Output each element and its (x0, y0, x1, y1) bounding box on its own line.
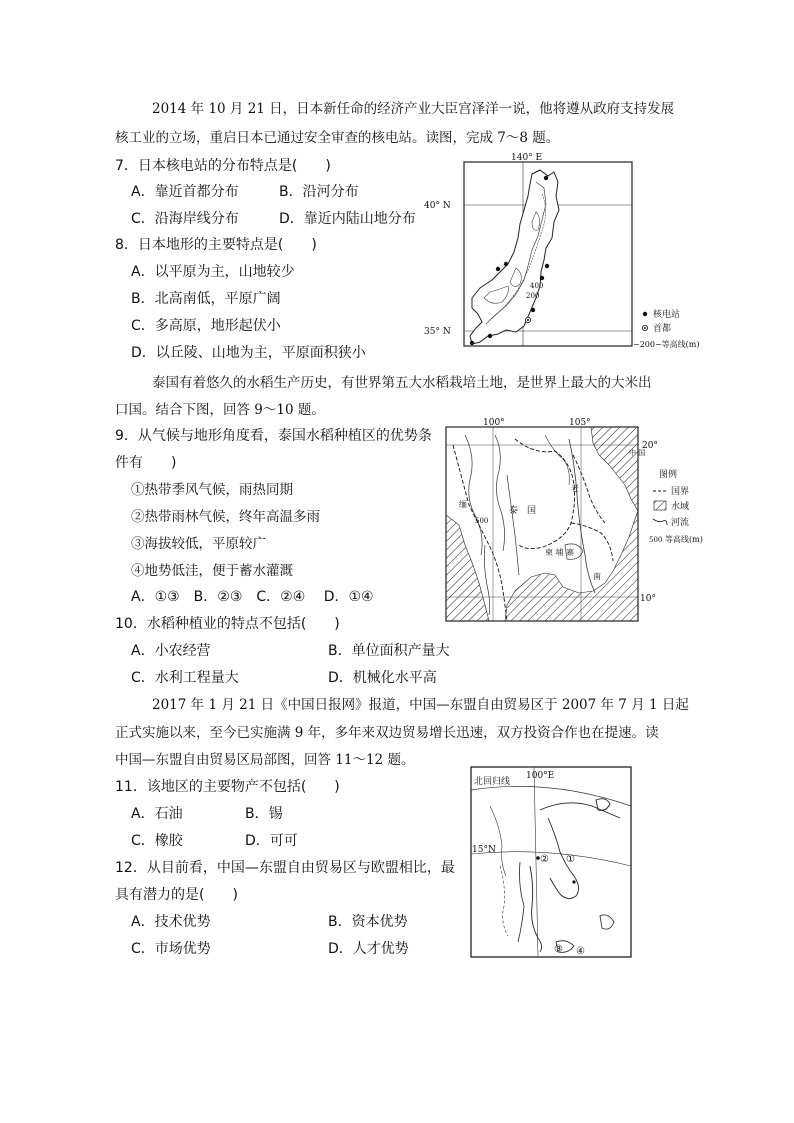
thailand-map (445, 415, 705, 627)
asean-marker-4: ④ (576, 946, 585, 957)
nuclear-plant-dot (540, 276, 544, 280)
asean-marker-3: ③ (554, 944, 563, 955)
q12-option-d: D．人才优势 (328, 941, 409, 957)
legend-nuclear-icon (643, 312, 647, 316)
q8-option-a: A．以平原为主，山地较少 (131, 264, 295, 280)
thai-lon105-label: 105° (569, 418, 591, 428)
q7-option-d: D．靠近内陆山地分布 (279, 211, 416, 227)
q10-option-c: C．水利工程量大 (131, 670, 239, 686)
intro1-line1: 2014 年 10 月 21 日，日本新任命的经济产业大臣宫泽洋一说，他将遵从政府支持发展 (152, 101, 675, 117)
q8-option-d: D．以丘陵、山地为主，平原面积狭小 (131, 345, 366, 361)
japan-lon-label: 140° E (511, 153, 543, 163)
q9-choices: A．①③ B．②③ C．②④ D．①④ (131, 589, 374, 605)
intro2-line1: 泰国有着悠久的水稻生产历史，有世界第五大水稻栽培土地，是世界上最大的大米出 (152, 375, 652, 391)
japan-lat35-label: 35° N (424, 327, 451, 337)
q11-option-b: B．锡 (245, 806, 283, 822)
q8-option-c: C．多高原，地形起伏小 (131, 318, 281, 334)
thai-lat10-label: 10° (640, 594, 656, 604)
japan-contour-200: 200 (526, 292, 540, 300)
asean-marker-2: ② (540, 854, 549, 865)
thai-country-thailand: 泰 国 (509, 506, 537, 516)
q10-option-d: D．机械化水平高 (328, 670, 437, 686)
japan-lat40-label: 40° N (424, 201, 451, 211)
asean-lon-label: 100°E (526, 771, 555, 781)
thai-country-laos: 老 (571, 484, 579, 493)
legend-capital-label: 首都 (653, 324, 672, 334)
q9-statement-3: ③海拔较低，平原较广 (131, 536, 266, 552)
q12-option-a: A．技术优势 (131, 914, 211, 930)
asean-tropic-label: 北回归线 (474, 777, 511, 787)
nuclear-plant-dot (544, 176, 548, 180)
intro3-line2: 正式实施以来，至今已实施满 9 年，多年来双边贸易增长迅速，双方投资合作也在提速。读 (115, 725, 659, 741)
q7-option-c: C．沿海岸线分布 (131, 211, 239, 227)
q8-option-b: B．北高南低，平原广阔 (131, 291, 281, 307)
nuclear-plant-dot (496, 267, 500, 271)
q9-stem-line1: 9．从气候与地形角度看，泰国水稻种植区的优势条 (115, 428, 432, 444)
thai-legend-contour-num: 500 (649, 536, 663, 544)
legend-contour-label: ~200~等高线(m) (633, 340, 700, 349)
japan-map (420, 148, 705, 358)
thai-legend-contour: 等高线(m) (665, 535, 703, 544)
q12-stem-line2: 具有潜力的是( ) (115, 887, 238, 903)
intro1-line2: 核工业的立场，重启日本已通过安全审查的核电站。读图，完成 7～8 题。 (115, 130, 560, 146)
q7-option-a: A．靠近首都分布 (131, 184, 239, 200)
q11-option-a: A．石油 (131, 806, 183, 822)
q10-stem: 10．水稻种植业的特点不包括( ) (115, 616, 340, 632)
q7-option-b: B．沿河分布 (279, 184, 359, 200)
q11-option-d: D．可可 (245, 833, 298, 849)
q10-option-b: B．单位面积产量大 (328, 643, 450, 659)
nuclear-plant-dot (470, 341, 474, 345)
asean-marker-1: ① (566, 854, 575, 865)
thai-legend-title: 图例 (659, 470, 678, 480)
q12-stem-line1: 12．从目前看，中国—东盟自由贸易区与欧盟相比，最 (115, 860, 455, 876)
q11-stem: 11．该地区的主要物产不包括( ) (115, 779, 340, 795)
thai-lon100-label: 100° (483, 418, 505, 428)
q9-statement-1: ①热带季风气候，雨热同期 (131, 482, 293, 498)
q8-stem: 8．日本地形的主要特点是( ) (115, 237, 317, 253)
thai-legend-river: 河流 (671, 518, 690, 528)
japan-contour-400: 400 (530, 282, 544, 290)
q12-option-c: C．市场优势 (131, 941, 211, 957)
q9-stem-line2: 件有 ) (115, 455, 177, 471)
thai-legend-water: 水域 (671, 502, 690, 512)
q10-option-a: A．小农经营 (131, 643, 211, 659)
nuclear-plant-dot (545, 264, 549, 268)
legend-nuclear-label: 核电站 (653, 310, 681, 320)
intro3-line3: 中国—东盟自由贸易区局部图，回答 11～12 题。 (115, 752, 415, 768)
asean-map (470, 766, 632, 958)
thai-contour-500: 500 (475, 517, 489, 525)
legend-water-icon (654, 501, 666, 510)
nuclear-plant-dot (488, 334, 492, 338)
thai-legend-border: 国界 (671, 487, 690, 497)
thai-lat20-label: 20° (642, 441, 658, 451)
q9-statement-2: ②热带雨林气候，终年高温多雨 (131, 509, 320, 525)
q7-stem: 7．日本核电站的分布特点是( ) (115, 158, 331, 174)
intro2-line2: 口国。结合下图，回答 9～10 题。 (115, 402, 325, 418)
nuclear-plant-dot (531, 308, 535, 312)
q11-option-c: C．橡胶 (131, 833, 183, 849)
nuclear-plant-dot (504, 262, 508, 266)
thai-country-cambodia: 柬 埔 寨 (545, 548, 575, 557)
q12-option-b: B．资本优势 (328, 914, 408, 930)
thai-country-myanmar: 缅 (459, 500, 467, 509)
q9-statement-4: ④地势低洼，便于蓄水灌溉 (131, 563, 293, 579)
asean-lat-label: 15°N (472, 845, 496, 855)
thai-country-vietnam: 南 (593, 572, 601, 581)
thai-country-china: 中 国 (629, 449, 646, 457)
legend-river-icon (653, 519, 667, 525)
intro3-line1: 2017 年 1 月 21 日《中国日报网》报道，中国—东盟自由贸易区于 2007 年 7 月 1 日起 (152, 697, 689, 713)
